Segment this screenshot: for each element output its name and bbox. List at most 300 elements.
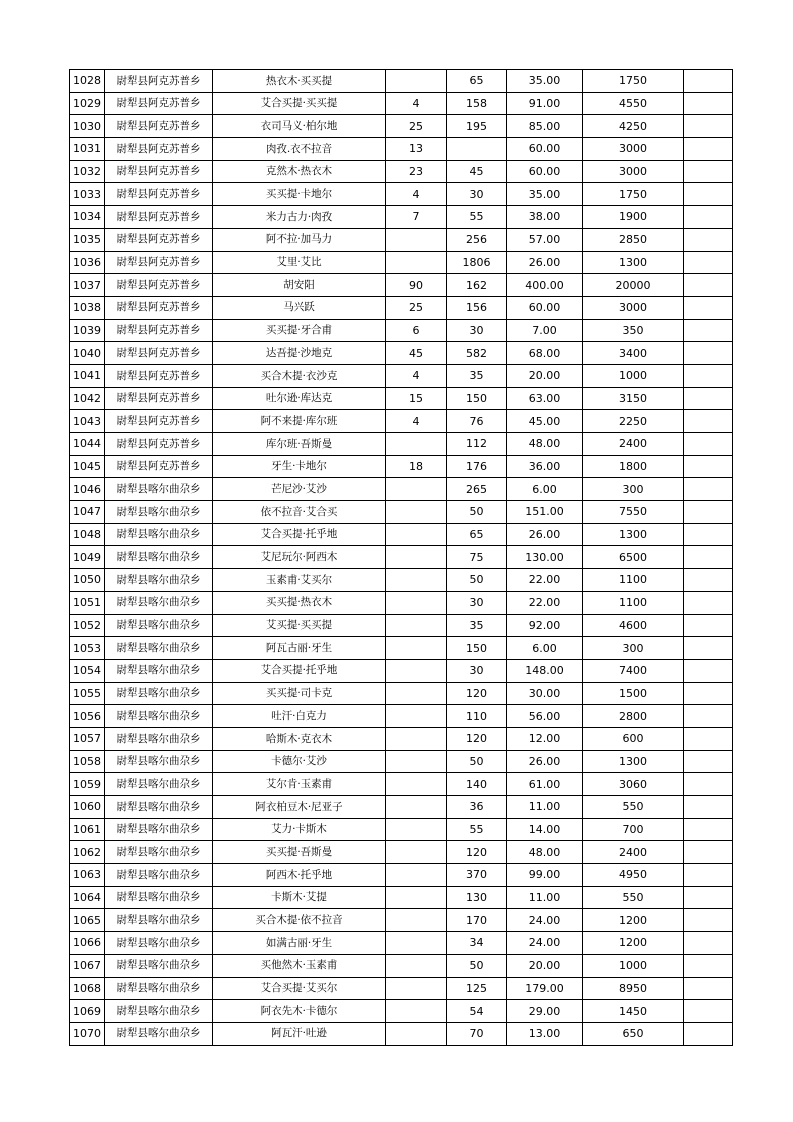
row-number-cell: 1032 — [70, 160, 105, 183]
value-a-cell — [386, 705, 447, 728]
value-b-cell: 50 — [447, 569, 507, 592]
region-cell: 尉犁县阿克苏普乡 — [105, 160, 213, 183]
name-cell: 阿瓦汗·吐逊 — [213, 1022, 386, 1045]
value-b-cell: 156 — [447, 296, 507, 319]
value-b-cell: 112 — [447, 433, 507, 456]
name-cell: 达吾提·沙地克 — [213, 342, 386, 365]
value-d-cell: 1500 — [583, 682, 684, 705]
value-a-cell — [386, 841, 447, 864]
data-table-sheet — [69, 69, 724, 1046]
table-row — [70, 546, 733, 569]
region-cell: 尉犁县阿克苏普乡 — [105, 183, 213, 206]
value-b-cell: 120 — [447, 841, 507, 864]
value-a-cell — [386, 750, 447, 773]
table-row — [70, 909, 733, 932]
remark-cell — [684, 569, 733, 592]
value-a-cell — [386, 909, 447, 932]
value-c-cell: 60.00 — [507, 160, 583, 183]
value-d-cell: 1100 — [583, 569, 684, 592]
value-a-cell: 45 — [386, 342, 447, 365]
remark-cell — [684, 954, 733, 977]
value-b-cell: 55 — [447, 206, 507, 229]
name-cell: 买买提·卡地尔 — [213, 183, 386, 206]
value-c-cell: 29.00 — [507, 1000, 583, 1023]
row-number-cell: 1055 — [70, 682, 105, 705]
value-d-cell: 1100 — [583, 591, 684, 614]
value-a-cell: 4 — [386, 92, 447, 115]
value-d-cell: 2250 — [583, 410, 684, 433]
value-d-cell: 550 — [583, 796, 684, 819]
value-a-cell — [386, 546, 447, 569]
value-d-cell: 6500 — [583, 546, 684, 569]
table-row — [70, 228, 733, 251]
row-number-cell: 1031 — [70, 138, 105, 161]
value-c-cell: 26.00 — [507, 251, 583, 274]
value-d-cell: 1450 — [583, 1000, 684, 1023]
value-b-cell: 30 — [447, 183, 507, 206]
table-row — [70, 251, 733, 274]
value-a-cell — [386, 1022, 447, 1045]
name-cell: 如满古丽·牙生 — [213, 932, 386, 955]
value-d-cell: 1800 — [583, 455, 684, 478]
table-row — [70, 818, 733, 841]
table-row — [70, 659, 733, 682]
value-b-cell: 582 — [447, 342, 507, 365]
value-b-cell: 370 — [447, 864, 507, 887]
value-a-cell — [386, 818, 447, 841]
remark-cell — [684, 478, 733, 501]
value-b-cell: 45 — [447, 160, 507, 183]
value-c-cell: 85.00 — [507, 115, 583, 138]
value-a-cell — [386, 637, 447, 660]
row-number-cell: 1054 — [70, 659, 105, 682]
row-number-cell: 1066 — [70, 932, 105, 955]
name-cell: 热衣木·买买提 — [213, 70, 386, 93]
table-row — [70, 977, 733, 1000]
value-d-cell: 2850 — [583, 228, 684, 251]
value-c-cell: 60.00 — [507, 138, 583, 161]
table-row — [70, 138, 733, 161]
region-cell: 尉犁县阿克苏普乡 — [105, 296, 213, 319]
remark-cell — [684, 274, 733, 297]
row-number-cell: 1063 — [70, 864, 105, 887]
region-cell: 尉犁县喀尔曲尕乡 — [105, 478, 213, 501]
table-row — [70, 433, 733, 456]
remark-cell — [684, 705, 733, 728]
row-number-cell: 1041 — [70, 364, 105, 387]
value-c-cell: 48.00 — [507, 433, 583, 456]
value-c-cell: 68.00 — [507, 342, 583, 365]
value-c-cell: 400.00 — [507, 274, 583, 297]
value-a-cell: 18 — [386, 455, 447, 478]
table-row — [70, 296, 733, 319]
table-row — [70, 569, 733, 592]
value-a-cell — [386, 251, 447, 274]
value-a-cell — [386, 569, 447, 592]
remark-cell — [684, 115, 733, 138]
row-number-cell: 1040 — [70, 342, 105, 365]
value-a-cell: 25 — [386, 115, 447, 138]
value-b-cell: 34 — [447, 932, 507, 955]
region-cell: 尉犁县喀尔曲尕乡 — [105, 682, 213, 705]
table-row — [70, 92, 733, 115]
remark-cell — [684, 251, 733, 274]
row-number-cell: 1037 — [70, 274, 105, 297]
value-c-cell: 12.00 — [507, 727, 583, 750]
remark-cell — [684, 909, 733, 932]
region-cell: 尉犁县阿克苏普乡 — [105, 138, 213, 161]
value-a-cell: 4 — [386, 364, 447, 387]
value-a-cell: 90 — [386, 274, 447, 297]
region-cell: 尉犁县阿克苏普乡 — [105, 274, 213, 297]
name-cell: 胡安阳 — [213, 274, 386, 297]
name-cell: 米力古力·肉孜 — [213, 206, 386, 229]
table-row — [70, 954, 733, 977]
value-a-cell — [386, 433, 447, 456]
region-cell: 尉犁县阿克苏普乡 — [105, 433, 213, 456]
value-b-cell: 65 — [447, 523, 507, 546]
value-a-cell — [386, 591, 447, 614]
value-c-cell: 151.00 — [507, 501, 583, 524]
name-cell: 卡斯木·艾提 — [213, 886, 386, 909]
name-cell: 玉素甫·艾买尔 — [213, 569, 386, 592]
row-number-cell: 1062 — [70, 841, 105, 864]
region-cell: 尉犁县喀尔曲尕乡 — [105, 796, 213, 819]
name-cell: 买买提·吾斯曼 — [213, 841, 386, 864]
name-cell: 艾尔肯·玉素甫 — [213, 773, 386, 796]
region-cell: 尉犁县喀尔曲尕乡 — [105, 841, 213, 864]
remark-cell — [684, 796, 733, 819]
name-cell: 艾力·卡斯木 — [213, 818, 386, 841]
row-number-cell: 1070 — [70, 1022, 105, 1045]
value-d-cell: 700 — [583, 818, 684, 841]
value-d-cell: 1000 — [583, 954, 684, 977]
value-a-cell: 4 — [386, 410, 447, 433]
value-d-cell: 550 — [583, 886, 684, 909]
value-a-cell — [386, 1000, 447, 1023]
value-d-cell: 2400 — [583, 841, 684, 864]
remark-cell — [684, 183, 733, 206]
value-a-cell: 4 — [386, 183, 447, 206]
region-cell: 尉犁县喀尔曲尕乡 — [105, 932, 213, 955]
name-cell: 克然木·热衣木 — [213, 160, 386, 183]
name-cell: 买合木提·依不拉音 — [213, 909, 386, 932]
region-cell: 尉犁县喀尔曲尕乡 — [105, 1022, 213, 1045]
value-c-cell: 179.00 — [507, 977, 583, 1000]
name-cell: 艾买提·买买提 — [213, 614, 386, 637]
value-c-cell: 20.00 — [507, 954, 583, 977]
row-number-cell: 1050 — [70, 569, 105, 592]
value-c-cell: 26.00 — [507, 750, 583, 773]
remark-cell — [684, 387, 733, 410]
region-cell: 尉犁县阿克苏普乡 — [105, 455, 213, 478]
table-row — [70, 864, 733, 887]
value-a-cell: 25 — [386, 296, 447, 319]
value-d-cell: 350 — [583, 319, 684, 342]
row-number-cell: 1042 — [70, 387, 105, 410]
table-row — [70, 115, 733, 138]
name-cell: 艾合买提·艾买尔 — [213, 977, 386, 1000]
row-number-cell: 1068 — [70, 977, 105, 1000]
name-cell: 阿衣柏豆木·尼亚子 — [213, 796, 386, 819]
remark-cell — [684, 818, 733, 841]
region-cell: 尉犁县阿克苏普乡 — [105, 342, 213, 365]
name-cell: 买买提·牙合甫 — [213, 319, 386, 342]
value-b-cell: 130 — [447, 886, 507, 909]
row-number-cell: 1029 — [70, 92, 105, 115]
table-row — [70, 455, 733, 478]
region-cell: 尉犁县喀尔曲尕乡 — [105, 614, 213, 637]
row-number-cell: 1061 — [70, 818, 105, 841]
row-number-cell: 1048 — [70, 523, 105, 546]
value-d-cell: 300 — [583, 637, 684, 660]
table-row — [70, 705, 733, 728]
value-c-cell: 35.00 — [507, 70, 583, 93]
remark-cell — [684, 1022, 733, 1045]
row-number-cell: 1038 — [70, 296, 105, 319]
value-b-cell: 70 — [447, 1022, 507, 1045]
table-row — [70, 682, 733, 705]
value-d-cell: 1200 — [583, 932, 684, 955]
row-number-cell: 1053 — [70, 637, 105, 660]
value-a-cell — [386, 727, 447, 750]
remark-cell — [684, 864, 733, 887]
remark-cell — [684, 410, 733, 433]
name-cell: 芒尼沙·艾沙 — [213, 478, 386, 501]
remark-cell — [684, 727, 733, 750]
region-cell: 尉犁县喀尔曲尕乡 — [105, 954, 213, 977]
value-d-cell: 1750 — [583, 70, 684, 93]
value-c-cell: 13.00 — [507, 1022, 583, 1045]
value-c-cell: 22.00 — [507, 569, 583, 592]
value-d-cell: 3150 — [583, 387, 684, 410]
table-row — [70, 70, 733, 93]
value-a-cell — [386, 523, 447, 546]
remark-cell — [684, 296, 733, 319]
value-c-cell: 61.00 — [507, 773, 583, 796]
row-number-cell: 1067 — [70, 954, 105, 977]
remark-cell — [684, 160, 733, 183]
value-a-cell — [386, 954, 447, 977]
region-cell: 尉犁县阿克苏普乡 — [105, 410, 213, 433]
name-cell: 牙生·卡地尔 — [213, 455, 386, 478]
value-a-cell: 15 — [386, 387, 447, 410]
table-row — [70, 637, 733, 660]
row-number-cell: 1064 — [70, 886, 105, 909]
name-cell: 艾合买提·托乎地 — [213, 659, 386, 682]
value-d-cell: 3060 — [583, 773, 684, 796]
value-d-cell: 3000 — [583, 296, 684, 319]
name-cell: 衣司马义·柏尔地 — [213, 115, 386, 138]
region-cell: 尉犁县阿克苏普乡 — [105, 228, 213, 251]
row-number-cell: 1058 — [70, 750, 105, 773]
value-d-cell: 1200 — [583, 909, 684, 932]
table-row — [70, 319, 733, 342]
remark-cell — [684, 70, 733, 93]
value-b-cell: 176 — [447, 455, 507, 478]
region-cell: 尉犁县阿克苏普乡 — [105, 387, 213, 410]
remark-cell — [684, 637, 733, 660]
value-d-cell: 4550 — [583, 92, 684, 115]
value-d-cell: 650 — [583, 1022, 684, 1045]
remark-cell — [684, 228, 733, 251]
value-a-cell — [386, 682, 447, 705]
value-c-cell: 57.00 — [507, 228, 583, 251]
table-row — [70, 932, 733, 955]
region-cell: 尉犁县喀尔曲尕乡 — [105, 637, 213, 660]
remark-cell — [684, 546, 733, 569]
name-cell: 艾里·艾比 — [213, 251, 386, 274]
value-c-cell: 24.00 — [507, 932, 583, 955]
row-number-cell: 1059 — [70, 773, 105, 796]
value-b-cell: 140 — [447, 773, 507, 796]
value-a-cell — [386, 977, 447, 1000]
table-row — [70, 841, 733, 864]
value-d-cell: 600 — [583, 727, 684, 750]
value-c-cell: 14.00 — [507, 818, 583, 841]
value-d-cell: 4950 — [583, 864, 684, 887]
table-row — [70, 614, 733, 637]
table-row — [70, 727, 733, 750]
remark-cell — [684, 841, 733, 864]
value-b-cell: 265 — [447, 478, 507, 501]
value-b-cell: 162 — [447, 274, 507, 297]
remark-cell — [684, 433, 733, 456]
value-a-cell — [386, 886, 447, 909]
value-d-cell: 1900 — [583, 206, 684, 229]
name-cell: 阿不拉·加马力 — [213, 228, 386, 251]
value-c-cell: 56.00 — [507, 705, 583, 728]
remark-cell — [684, 932, 733, 955]
region-cell: 尉犁县喀尔曲尕乡 — [105, 501, 213, 524]
name-cell: 买买提·司卡克 — [213, 682, 386, 705]
value-d-cell: 2800 — [583, 705, 684, 728]
region-cell: 尉犁县喀尔曲尕乡 — [105, 886, 213, 909]
value-b-cell: 125 — [447, 977, 507, 1000]
table-row — [70, 342, 733, 365]
region-cell: 尉犁县喀尔曲尕乡 — [105, 523, 213, 546]
row-number-cell: 1039 — [70, 319, 105, 342]
value-c-cell: 20.00 — [507, 364, 583, 387]
value-b-cell — [447, 138, 507, 161]
value-a-cell — [386, 70, 447, 93]
name-cell: 阿不来提·库尔班 — [213, 410, 386, 433]
name-cell: 艾合买提·托乎地 — [213, 523, 386, 546]
value-c-cell: 38.00 — [507, 206, 583, 229]
region-cell: 尉犁县喀尔曲尕乡 — [105, 977, 213, 1000]
remark-cell — [684, 977, 733, 1000]
table-row — [70, 478, 733, 501]
value-b-cell: 65 — [447, 70, 507, 93]
row-number-cell: 1051 — [70, 591, 105, 614]
value-b-cell: 120 — [447, 727, 507, 750]
row-number-cell: 1065 — [70, 909, 105, 932]
name-cell: 买合木提·衣沙克 — [213, 364, 386, 387]
value-c-cell: 6.00 — [507, 478, 583, 501]
value-c-cell: 92.00 — [507, 614, 583, 637]
value-b-cell: 55 — [447, 818, 507, 841]
value-c-cell: 91.00 — [507, 92, 583, 115]
row-number-cell: 1028 — [70, 70, 105, 93]
value-d-cell: 20000 — [583, 274, 684, 297]
remark-cell — [684, 1000, 733, 1023]
name-cell: 艾尼玩尔·阿西木 — [213, 546, 386, 569]
value-b-cell: 30 — [447, 319, 507, 342]
remark-cell — [684, 206, 733, 229]
table-row — [70, 750, 733, 773]
value-b-cell: 75 — [447, 546, 507, 569]
row-number-cell: 1045 — [70, 455, 105, 478]
value-b-cell: 35 — [447, 614, 507, 637]
value-b-cell: 170 — [447, 909, 507, 932]
value-a-cell — [386, 614, 447, 637]
value-c-cell: 6.00 — [507, 637, 583, 660]
region-cell: 尉犁县阿克苏普乡 — [105, 319, 213, 342]
name-cell: 买买提·热衣木 — [213, 591, 386, 614]
value-b-cell: 150 — [447, 637, 507, 660]
value-a-cell — [386, 796, 447, 819]
region-cell: 尉犁县喀尔曲尕乡 — [105, 591, 213, 614]
row-number-cell: 1049 — [70, 546, 105, 569]
row-number-cell: 1047 — [70, 501, 105, 524]
value-a-cell — [386, 478, 447, 501]
value-a-cell — [386, 659, 447, 682]
value-a-cell — [386, 864, 447, 887]
value-b-cell: 158 — [447, 92, 507, 115]
value-a-cell: 23 — [386, 160, 447, 183]
row-number-cell: 1030 — [70, 115, 105, 138]
region-cell: 尉犁县阿克苏普乡 — [105, 70, 213, 93]
value-d-cell: 8950 — [583, 977, 684, 1000]
region-cell: 尉犁县阿克苏普乡 — [105, 206, 213, 229]
remark-cell — [684, 886, 733, 909]
row-number-cell: 1033 — [70, 183, 105, 206]
value-b-cell: 50 — [447, 750, 507, 773]
value-d-cell: 3000 — [583, 160, 684, 183]
region-cell: 尉犁县喀尔曲尕乡 — [105, 909, 213, 932]
name-cell: 依不拉音·艾合买 — [213, 501, 386, 524]
row-number-cell: 1060 — [70, 796, 105, 819]
value-c-cell: 48.00 — [507, 841, 583, 864]
region-cell: 尉犁县阿克苏普乡 — [105, 364, 213, 387]
value-b-cell: 54 — [447, 1000, 507, 1023]
table-row — [70, 1022, 733, 1045]
table-body — [70, 70, 733, 1046]
region-cell: 尉犁县喀尔曲尕乡 — [105, 864, 213, 887]
row-number-cell: 1069 — [70, 1000, 105, 1023]
table-row — [70, 160, 733, 183]
value-b-cell: 256 — [447, 228, 507, 251]
region-cell: 尉犁县喀尔曲尕乡 — [105, 569, 213, 592]
region-cell: 尉犁县喀尔曲尕乡 — [105, 818, 213, 841]
row-number-cell: 1043 — [70, 410, 105, 433]
value-b-cell: 110 — [447, 705, 507, 728]
table-row — [70, 501, 733, 524]
region-cell: 尉犁县阿克苏普乡 — [105, 115, 213, 138]
value-b-cell: 50 — [447, 501, 507, 524]
value-c-cell: 22.00 — [507, 591, 583, 614]
region-cell: 尉犁县阿克苏普乡 — [105, 251, 213, 274]
value-a-cell — [386, 932, 447, 955]
remark-cell — [684, 659, 733, 682]
name-cell: 库尔班·吾斯曼 — [213, 433, 386, 456]
value-b-cell: 195 — [447, 115, 507, 138]
row-number-cell: 1034 — [70, 206, 105, 229]
value-c-cell: 26.00 — [507, 523, 583, 546]
value-d-cell: 1750 — [583, 183, 684, 206]
remark-cell — [684, 455, 733, 478]
remark-cell — [684, 682, 733, 705]
